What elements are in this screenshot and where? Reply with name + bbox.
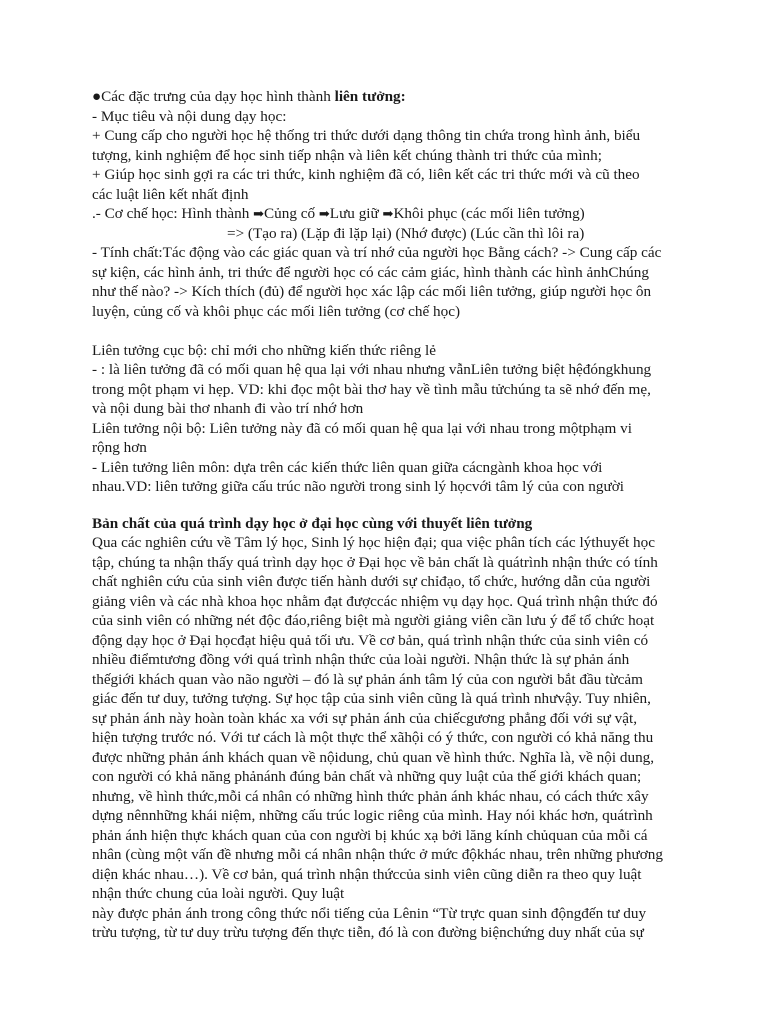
text-line: - : là liên tưởng đã có mối quan hệ qua lại với nhau nhưng vẫnLiên tưởng biệt hệđóngkhung [92, 361, 652, 378]
mechanism-step: Lưu giữ [329, 205, 383, 222]
text-line: luyện, củng cố và khôi phục các mối liên tưởng (cơ chế học) [92, 302, 461, 320]
text-line: sự kiện, các hình ảnh, tri thức để người học có các cảm giác, hình thành các hình ảnhChúng [92, 263, 649, 281]
text-line: - Mục tiêu và nội dung dạy học: [92, 107, 287, 125]
text-line: diện khác nhau…). Về cơ bản, quá trình nhận thứccủa sinh viên cũng diễn ra theo quy luật [92, 865, 642, 883]
document-body [92, 87, 682, 943]
right-arrow-icon: ➡ [318, 206, 330, 221]
text-line: nhiều điểmtương đồng với quá trình nhận thức của loài người. Nhận thức là sự phản ánh [92, 651, 630, 668]
text-line: rộng hơn [92, 439, 147, 456]
mechanism-explanation-line: => (Tạo ra) (Lặp đi lặp lại) (Nhớ được) (Lúc cần thì lôi ra) [227, 224, 585, 242]
text-line: chất nghiên cứu của sinh viên được tiến hành dưới sự chỉđạo, tổ chức, hướng dẫn của người [92, 573, 651, 590]
text-line: Liên tưởng nội bộ: Liên tưởng này đã có mối quan hệ qua lại với nhau trong mộtphạm vi [92, 419, 632, 437]
text-line: Liên tưởng cục bộ: chỉ mới cho những kiến thức riêng lẻ [92, 341, 437, 359]
text-line: nhận thức chung của loài người. Quy luật [92, 885, 345, 902]
text-line: + Giúp học sinh gợi ra các tri thức, kinh nghiệm đã có, liên kết các tri thức mới và cũ theo [92, 166, 640, 183]
text-line: nhưng, về hình thức,mỗi cá nhân có những hình thức phản ánh khác nhau, có cách thức xây [92, 787, 649, 805]
right-arrow-icon: ➡ [253, 206, 265, 221]
text-line: + Cung cấp cho người học hệ thống tri thức dưới dạng thông tin chứa trong hình ảnh, biểu [92, 127, 641, 144]
text-line: được những phản ánh khách quan về nộidung, chủ quan về hình thức. Nghĩa là, về nội dung, [92, 748, 655, 766]
text-line: dựng nênnhững khái niệm, những cấu trúc logic riêng của mình. Hay nói khác hơn, quátrình [92, 807, 653, 824]
mechanism-prefix: .- Cơ chế học: Hình thành [92, 205, 254, 222]
text-line: Qua các nghiên cứu về Tâm lý học, Sinh lý học hiện đại; qua việc phân tích các lýthuyết học [92, 534, 655, 551]
text-line: nhân (cùng một vấn đề nhưng mỗi cá nhân nhận thức ở mức độkhác nhau, trên những phương [92, 846, 663, 863]
text-line: thếgiới khách quan vào não người – đó là sự phản ánh tâm lý của con người bắt đầu từcảm [92, 670, 643, 688]
text-line: trong một phạm vi hẹp. VD: khi đọc một bài thơ hay về tình mẫu tửchúng ta sẽ nhớ đến mẹ, [92, 380, 651, 398]
text-line: phản ánh hiện thực khách quan của con người bị khúc xạ bởi lăng kính chủquan của mỗi cá [92, 826, 648, 844]
mechanism-step: Khôi phục (các mối liên tưởng) [393, 205, 585, 222]
paragraph-spacer [92, 321, 682, 341]
heading-bold-text: liên tưởng: [334, 88, 406, 105]
mechanism-step: Củng cố [264, 205, 319, 222]
text-line: giảng viên và các nhà khoa học nhằm đạt đượccác nhiệm vụ dạy học. Quá trình nhận thức đó [92, 592, 658, 610]
section-heading-nature-of-teaching: Bản chất của quá trình dạy học ở đại học cùng với thuyết liên tưởng [92, 514, 533, 532]
text-line: hiện tượng trước nó. Với tư cách là một thực thể xãhội có ý thức, con người có khả năng thu [92, 729, 654, 746]
text-line: như thế nào? -> Kích thích (đủ) để người học xác lập các mối liên tưởng, giúp người học ôn [92, 283, 652, 300]
right-arrow-icon: ➡ [382, 206, 394, 221]
text-line: động dạy học ở Đại họcđạt hiệu quả tối ưu. Về cơ bản, quá trình nhận thức của sinh viên có [92, 631, 649, 649]
text-line: tượng, kinh nghiệm để học sinh tiếp nhận và liên kết chúng thành tri thức của mình; [92, 146, 602, 164]
text-line: tập, chúng ta nhận thấy quá trình dạy học ở Đại học về bản chất là quátrình nhận thức có tính [92, 553, 658, 571]
text-line: sự phản ánh này hoàn toàn khác xa với sự phản ánh của chiếcgương phẳng đối với sự vật, [92, 709, 637, 727]
heading-text: ●Các đặc trưng của dạy học hình thành [92, 88, 335, 105]
text-line: nhau.VD: liên tưởng giữa cấu trúc não người trong sinh lý họcvới tâm lý của con người [92, 478, 624, 495]
paragraph-spacer [92, 497, 682, 514]
text-line: con người có khả năng phảnánh đúng bản chất và những quy luật của thế giới khách quan; [92, 768, 642, 785]
text-line: trừu tượng, từ tư duy trừu tượng đến thực tiễn, đó là con đường biệnchứng duy nhất của sự [92, 924, 644, 941]
text-line: - Tính chất:Tác động vào các giác quan và trí nhớ của người học Bằng cách? -> Cung cấp các [92, 244, 662, 261]
text-line: - Liên tưởng liên môn: dựa trên các kiến thức liên quan giữa cácngành khoa học với [92, 458, 603, 476]
text-line: của sinh viên có những nét độc đáo,riêng biệt mà người giảng viên cần lưu ý để tổ chức hoạt [92, 612, 655, 629]
text-line: và nội dung bài thơ nhanh đi vào trí nhớ hơn [92, 400, 364, 417]
text-line: các luật liên kết nhất định [92, 185, 249, 203]
learning-mechanism-line [92, 204, 682, 224]
section-heading-associative-features [92, 87, 682, 107]
text-line: giác đến tư duy, tưởng tượng. Sự học tập của sinh viên cũng là quá trình nhưvậy. Tuy nhiên, [92, 690, 651, 707]
text-line: này được phản ánh trong công thức nổi tiếng của Lênin “Từ trực quan sinh độngđến tư duy [92, 904, 647, 922]
